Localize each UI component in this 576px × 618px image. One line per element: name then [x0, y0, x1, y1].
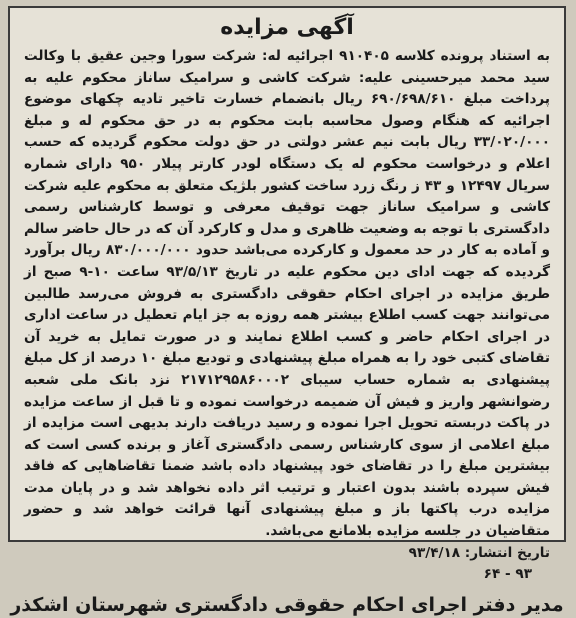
- reference-number: ۹۳ - ۶۴: [483, 566, 532, 583]
- notice-body-text: به استناد پرونده کلاسه ۹۱۰۴۰۵ اجرائیه له: شرکت سورا وجین عقیق با وکالت سید محمد میرحسینی علیه: شرکت کاشی و سرامیک ساناز محکوم علیه به پرداخت مبلغ ۶۹۰/۶۹۸/۶۱۰ ریال بانضمام خسارت تاخیر تادیه چکهای موضوع اجرائیه که هنگام وصول محاسبه بابت محکوم به در حق محکوم له و مبلغ ۳۳/۰۲۰/۰۰۰ ریال بابت نیم عشر دولتی در حق دولت محکوم گردیده که حسب اعلام و درخواست محکوم له یک دستگاه لودر کارتر پیلار ۹۵۰ دارای شماره سریال ۱۲۴۹۷ و ۴۳ ز رنگ زرد ساخت کشور بلژیک متعلق به محکوم علیه شرکت کاشی و سرامیک ساناز جهت توقیف معرفی و توسط کارشناس رسمی دادگستری با توجه به وضعیت ظاهری و مدل و کارکرد آن که در حال حاضر سالم و آماده به کار در حد معمول و کارکرده می‌باشد حدود ۸۳۰/۰۰۰/۰۰۰ ریال برآورد گردیده که جهت ادای دین محکوم علیه در تاریخ ۹۳/۵/۱۳ ساعت ۱۰-۹ صبح از طریق مزایده در اجرای احکام حقوقی دادگستری به فروش می‌رسد طالبین می‌توانند جهت کسب اطلاع بیشتر همه روزه به جز ایام تعطیل در ساعت اداری در اجرای احکام حاضر و کسب اطلاع نمایند و در صورت تمایل به خرید آن تقاضای کتبی خود را به همراه مبلغ پیشنهادی و تودیع مبلغ ۱۰ درصد از کل مبلغ پیشنهادی به شماره حساب سیبای ۲۱۷۱۲۹۵۸۶۰۰۰۲ نزد بانک ملی شعبه رضوانشهر واریز و فیش آن ضمیمه درخواست نموده و تا قبل از ساعت مزایده در پاکت دربسته تحویل اجرا نموده و رسید دریافت دارند بدیهی است مزایده از مبلغ اعلامی از سوی کارشناس رسمی دادگستری آغاز و برنده کسی است که بیشترین مبلغ را در تقاضای خود پیشنهاد داده باشد ضمنا تقاضاهایی که فاقد فیش سپرده باشند بدون اعتبار و ترتیب اثر داده نخواهد شد و در پایان مدت مزایده درب پاکتها باز و مبلغ پیشنهادی آنها قرائت خواهد شد و حضور متقاضیان در جلسه مزایده بلامانع می‌باشد.: [24, 48, 551, 540]
- signature-line: مدیر دفتر اجرای احکام حقوقی دادگستری شهرستان اشکذر: [10, 594, 564, 617]
- notice-title: آگهی مزایده: [220, 15, 354, 40]
- auction-notice: [8, 6, 566, 617]
- notice-body: [10, 42, 564, 543]
- publish-date: تاریخ انتشار: ۹۳/۴/۱۸: [408, 544, 550, 561]
